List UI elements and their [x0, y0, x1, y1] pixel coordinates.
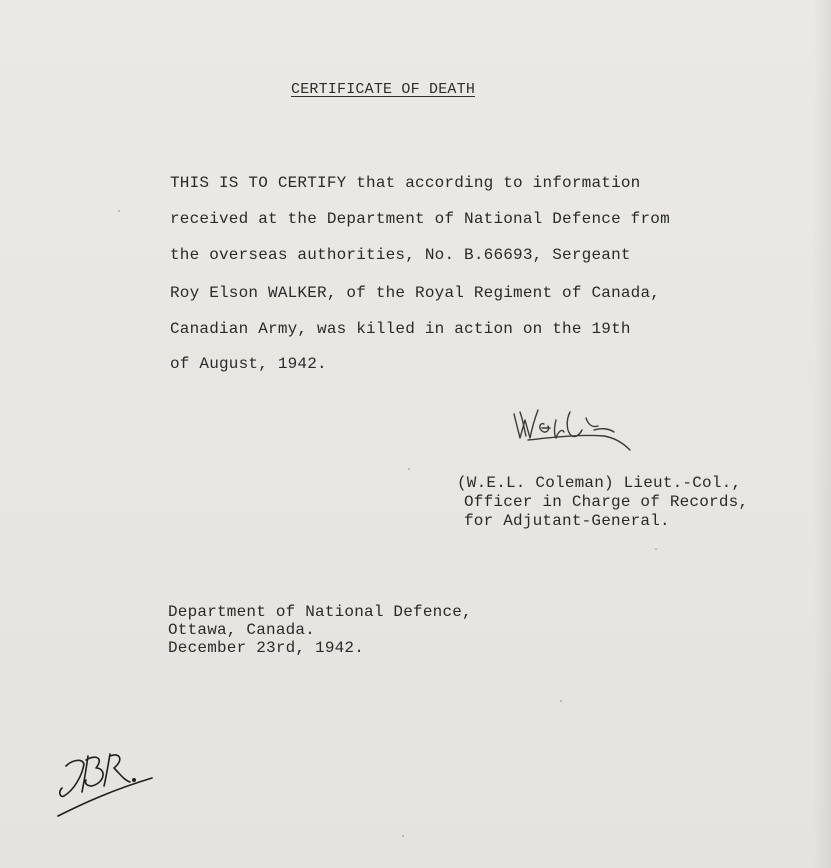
- signatory-line-3: for Adjutant-General.: [464, 512, 670, 530]
- paper-speck: [560, 700, 562, 702]
- body-line-4: Roy Elson WALKER, of the Royal Regiment of Canada,: [170, 284, 661, 302]
- handwritten-initials: [52, 730, 162, 822]
- address-line-1: Department of National Defence,: [168, 603, 472, 621]
- document-title: CERTIFICATE OF DEATH: [291, 81, 476, 98]
- body-line-3: the overseas authorities, No. B.66693, Sergeant: [170, 246, 631, 264]
- address-line-2: Ottawa, Canada.: [168, 621, 316, 639]
- handwritten-signature: [508, 398, 638, 456]
- signatory-line-1: (W.E.L. Coleman) Lieut.-Col.,: [457, 474, 742, 492]
- paper-speck: [408, 468, 410, 470]
- body-line-5: Canadian Army, was killed in action on the 19th: [170, 320, 631, 338]
- body-line-1: THIS IS TO CERTIFY that according to information: [170, 174, 641, 192]
- body-line-6: of August, 1942.: [170, 355, 327, 373]
- paper-speck: [118, 210, 120, 212]
- paper-speck: [402, 835, 404, 837]
- body-line-2: received at the Department of National Defence from: [170, 210, 670, 228]
- address-line-3: December 23rd, 1942.: [168, 639, 365, 657]
- paper-speck: [655, 548, 657, 550]
- signatory-line-2: Officer in Charge of Records,: [464, 493, 749, 511]
